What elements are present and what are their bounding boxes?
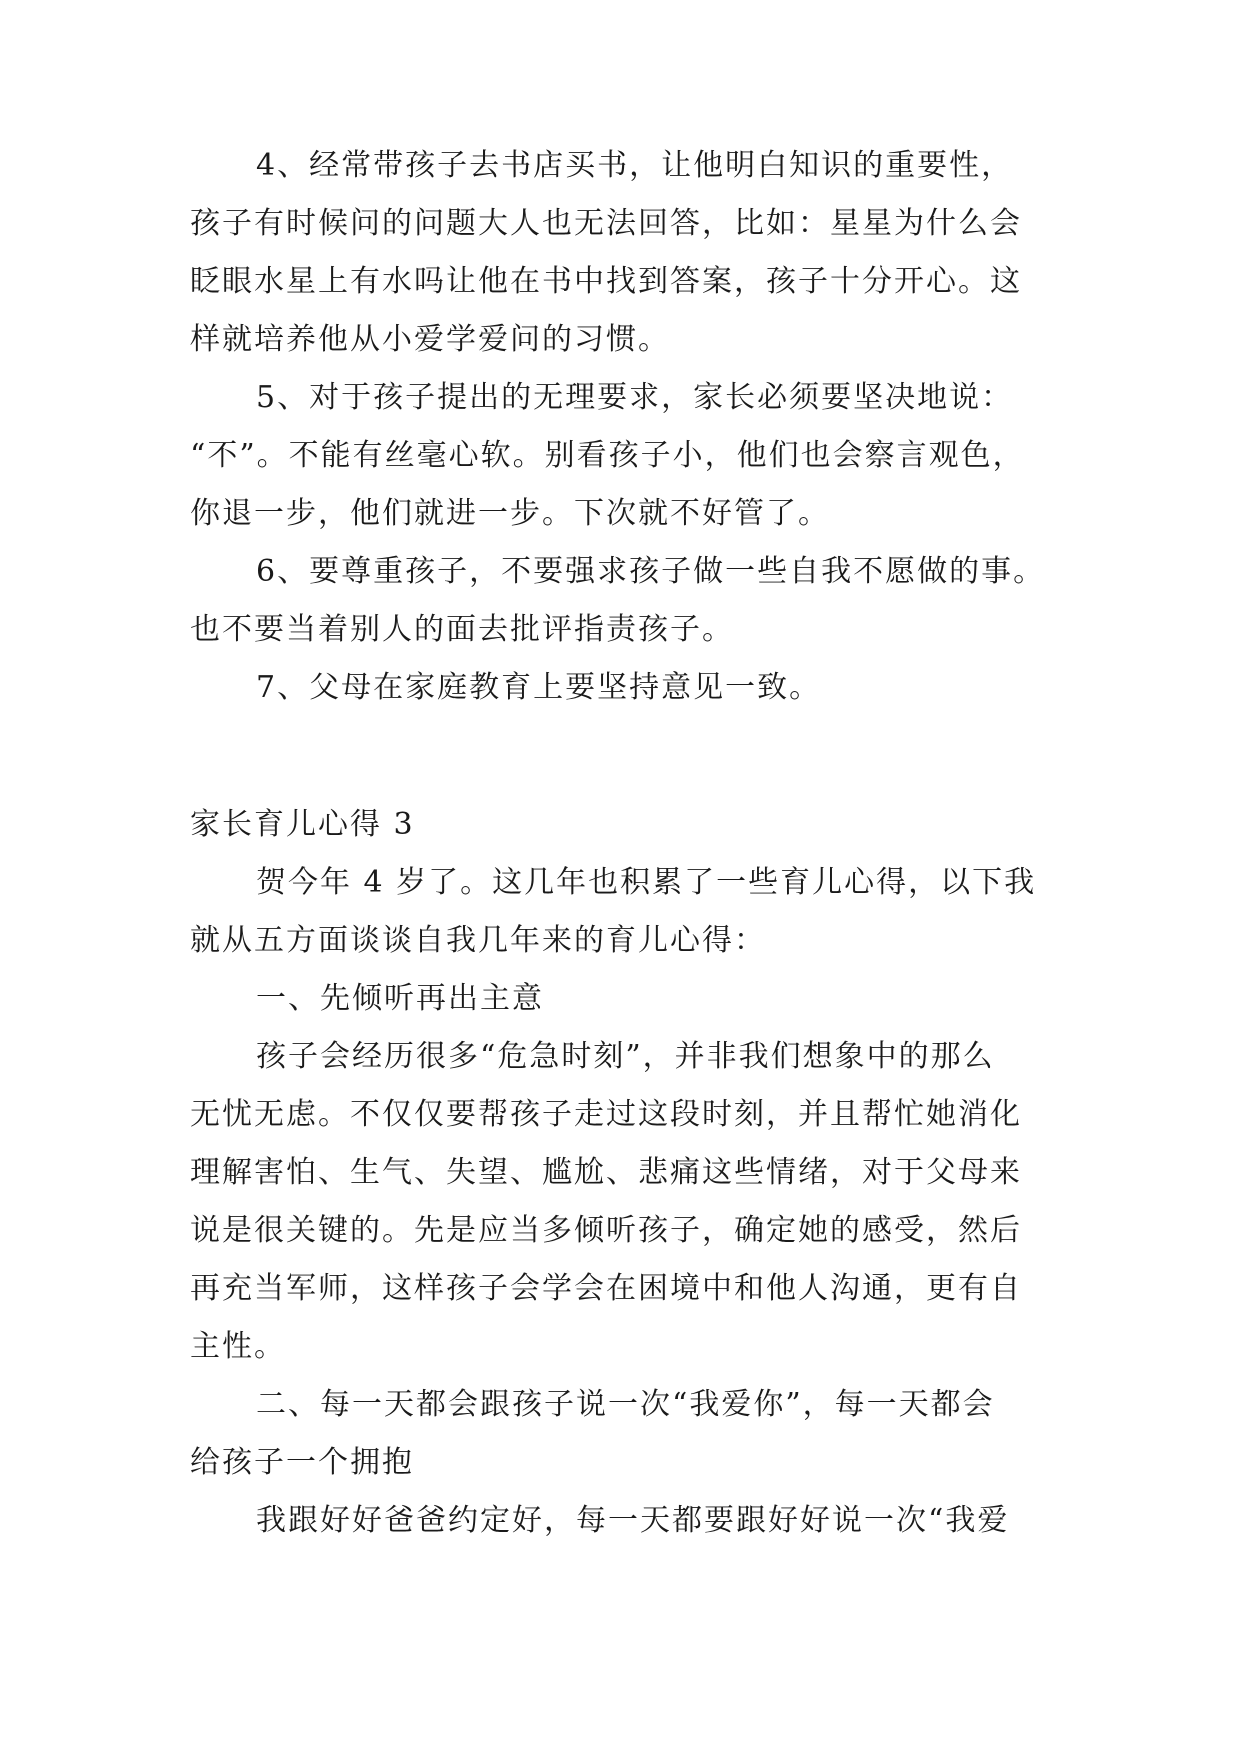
section-title: 家长育儿心得 3 xyxy=(190,807,415,842)
point-1-line-4: 说是很关键的。先是应当多倾听孩子，确定她的感受，然后 xyxy=(190,1213,1022,1248)
intro-line-2: 就从五方面谈谈自我几年来的育儿心得： xyxy=(190,923,766,958)
section-1-body xyxy=(190,137,1050,717)
paragraph-7-line-1: 7、父母在家庭教育上要坚持意见一致。 xyxy=(256,670,822,705)
paragraph-5-line-1: 5、对于孩子提出的无理要求，家长必须要坚决地说： xyxy=(256,380,1014,415)
paragraph-4-line-4: 样就培养他从小爱学爱问的习惯。 xyxy=(190,322,670,357)
paragraph-4-line-3: 眨眼水星上有水吗让他在书中找到答案，孩子十分开心。这 xyxy=(190,264,1022,299)
paragraph-5-line-3: 你退一步，他们就进一步。下次就不好管了。 xyxy=(190,496,830,531)
point-1-line-1: 孩子会经历很多“危急时刻”，并非我们想象中的那么 xyxy=(256,1039,995,1074)
paragraph-6-line-2: 也不要当着别人的面去批评指责孩子。 xyxy=(190,612,734,647)
point-1-line-5: 再充当军师，这样孩子会学会在困境中和他人沟通，更有自 xyxy=(190,1271,1022,1306)
point-1-line-6: 主性。 xyxy=(190,1329,286,1364)
paragraph-4-line-2: 孩子有时候问的问题大人也无法回答，比如：星星为什么会 xyxy=(190,206,1022,241)
point-1-line-3: 理解害怕、生气、失望、尴尬、悲痛这些情绪，对于父母来 xyxy=(190,1155,1022,1190)
section-2-body xyxy=(190,854,1050,1550)
point-1-heading: 一、先倾听再出主意 xyxy=(256,981,544,1016)
point-2-line-1: 我跟好好爸爸约定好，每一天都要跟好好说一次“我爱 xyxy=(256,1503,1010,1538)
point-2-heading-line-1: 二、每一天都会跟孩子说一次“我爱你”，每一天都会 xyxy=(256,1387,995,1422)
intro-line-1: 贺今年 4 岁了。这几年也积累了一些育儿心得，以下我 xyxy=(256,865,1037,900)
point-1-line-2: 无忧无虑。不仅仅要帮孩子走过这段时刻，并且帮忙她消化 xyxy=(190,1097,1022,1132)
point-2-heading-line-2: 给孩子一个拥抱 xyxy=(190,1445,414,1480)
paragraph-6-line-1: 6、要尊重孩子，不要强求孩子做一些自我不愿做的事。 xyxy=(256,554,1046,589)
paragraph-5-line-2: “不”。不能有丝毫心软。别看孩子小，他们也会察言观色， xyxy=(190,438,1025,473)
paragraph-4-line-1: 4、经常带孩子去书店买书，让他明白知识的重要性， xyxy=(256,148,1014,183)
